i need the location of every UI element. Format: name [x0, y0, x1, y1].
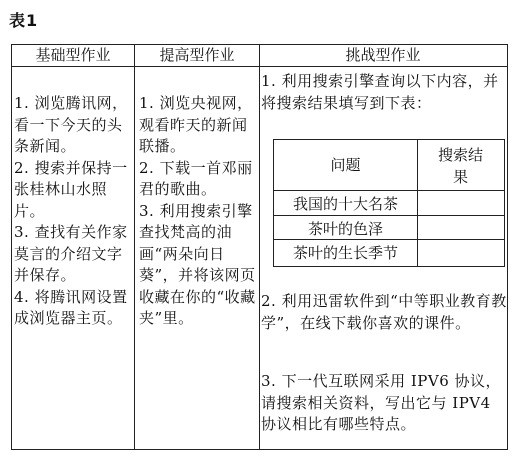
- inner-row: [274, 216, 504, 240]
- table-caption: 表1: [9, 11, 39, 30]
- column-divider: [134, 45, 135, 449]
- advanced-column: [139, 93, 259, 330]
- header-challenge: 挑战型作业: [345, 46, 421, 64]
- column-divider: [259, 45, 260, 449]
- inner-header-row: [274, 140, 504, 191]
- inner-row-question: 我国的十大名茶: [292, 195, 398, 213]
- challenge-item-2: [261, 291, 507, 334]
- inner-header-result: 搜索结果: [437, 146, 483, 186]
- inner-row: [274, 240, 504, 265]
- basic-item: 3. 查找有关作家莫言的介绍文字并保存。: [14, 223, 128, 284]
- search-results-table: [273, 139, 505, 267]
- inner-row: [274, 191, 504, 216]
- challenge-text: 3. 下一代互联网采用 IPV6 协议，请搜索相关资料，写出它与 IPV4 协议相比有哪些特点。: [261, 372, 502, 433]
- inner-row-question: 茶叶的生长季节: [292, 244, 398, 262]
- challenge-text: 2. 利用迅雷软件到“中等职业教育教学”，在线下载你喜欢的课件。: [261, 292, 507, 332]
- basic-item: 1. 浏览腾讯网，看一下今天的头条新闻。: [14, 94, 128, 155]
- inner-row-question: 茶叶的色泽: [307, 220, 383, 238]
- challenge-text: 1. 利用搜索引擎查询以下内容，并将搜索结果填写到下表：: [261, 72, 499, 112]
- challenge-item-1: [261, 71, 507, 114]
- basic-item: 4. 将腾讯网设置成浏览器主页。: [14, 287, 128, 327]
- advanced-item: 2. 下载一首邓丽君的歌曲。: [139, 158, 253, 198]
- basic-column: [14, 93, 132, 330]
- inner-header-question: 问题: [330, 156, 361, 174]
- challenge-item-3: [261, 371, 507, 436]
- basic-item: 2. 搜索并保持一张桂林山水照片。: [14, 158, 128, 220]
- advanced-item: 1. 浏览央视网，观看昨天的新闻联播。: [139, 94, 253, 155]
- assignment-table: [11, 44, 508, 450]
- header-basic: 基础型作业: [35, 46, 111, 64]
- header-advanced: 提高型作业: [159, 46, 235, 64]
- advanced-item: 3. 利用搜索引擎查找梵高的油画“两朵向日葵”，并将该网页收藏在你的“收藏夹”里。: [139, 201, 256, 327]
